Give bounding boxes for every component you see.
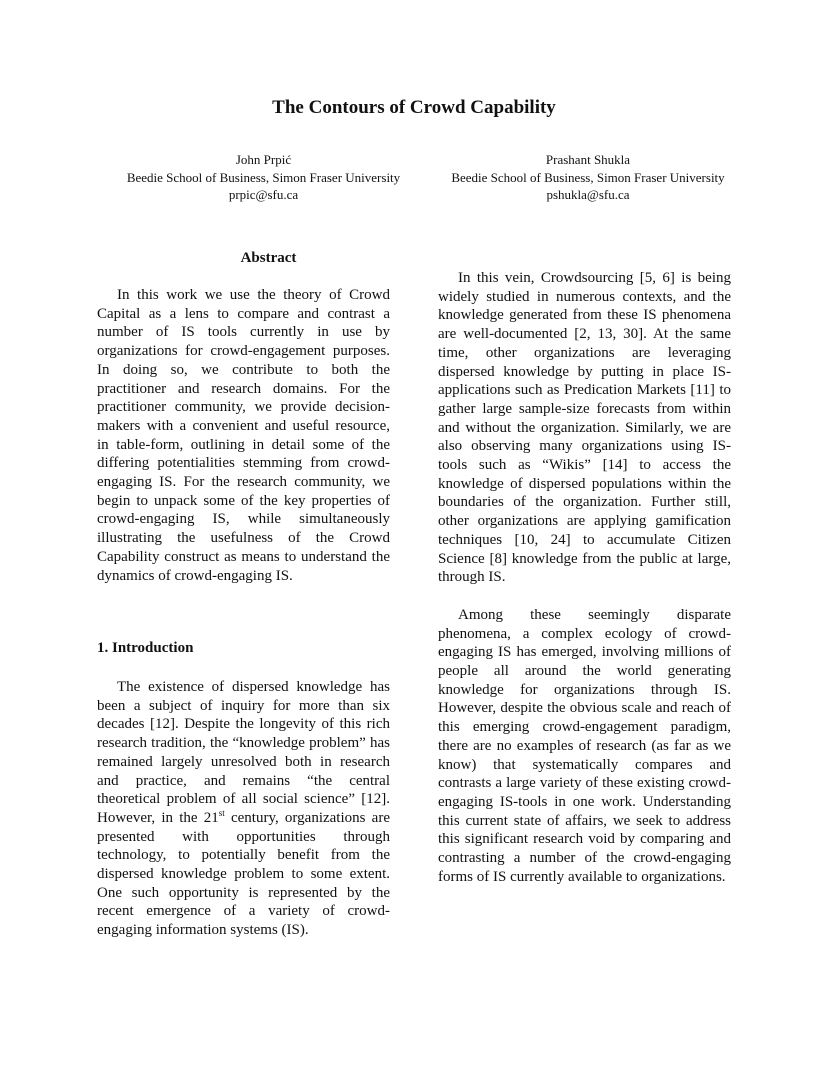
abstract-paragraph: In this work we use the theory of Crowd Capital as a lens to compare and contrast a number of IS tools currently in use by organizations for crowd-engagement purposes. In doing so, we contribute to both the practitioner and research domains. For the practitioner community, we provide decision-makers with a convenient and useful resource, in table-form, outlining in detail some of the differing potentialities stemming from crowd-engaging IS. For the research community, we begin to unpack some of the key properties of crowd-engaging IS, while simultaneously illustrating the usefulness of the Crowd Capability construct as means to understand the dynamics of crowd-engaging IS. (97, 287, 390, 584)
author-name: Prashant Shukla (545, 152, 631, 167)
abstract-section (97, 286, 390, 585)
author-email: pshukla@sfu.ca (546, 187, 630, 203)
intro-paragraph-1 (97, 678, 390, 940)
intro-paragraph-3: Among these seemingly disparate phenomena, a complex ecology of crowd-engaging IS has emerged, involving millions of people all around the world generating knowledge for organizations through IS. However, despite the obvious scale and reach of this emerging crowd-engagement paradigm, there are no examples of research (as far as we know) that systematically compares and contrasts a large variety of these existing crowd-engaging IS-tools in one work. Understanding this current state of affairs, we seek to address this significant research void by comparing and contrasting a number of the crowd-engaging forms of IS currently available to organizations. (438, 606, 731, 885)
introduction-column-left (97, 678, 390, 940)
author-block-2 (431, 151, 745, 204)
intro-p1-text-a: The existence of dispersed knowledge has been a subject of inquiry for more than six decades [12]. Despite the longevity of this rich research tradition, the “knowledge problem” has remained largely unresolved both in research and practice, and remains “the central theoretical problem of all social science” [12]. However, in the 21 (97, 679, 390, 826)
author-block-1 (97, 151, 430, 204)
intro-p1-text-b: century, organizations are presented with opportunities through technology, to potentially benefit from the dispersed knowledge problem to some extent. One such opportunity is represented by the recent emergence of a variety of crowd-engaging information systems (IS). (97, 809, 390, 939)
introduction-column-right (438, 269, 731, 887)
intro-paragraph-2: In this vein, Crowdsourcing [5, 6] is being widely studied in numerous contexts, and the knowledge generated from these IS phenomena are well-documented [2, 13, 30]. At the same time, other organizations are leveraging dispersed knowledge by putting in place IS-applications such as Predication Markets [11] to gather large sample-size forecasts from within and without the organization. Similarly, we are also observing many organizations using IS-tools such as “Wikis” [14] to access the knowledge of dispersed populations within the boundaries of the organization. Further still, other organizations are applying gamification techniques [10, 24] to accumulate Citizen Science [8] knowledge from the public at large, through IS. (438, 270, 731, 586)
paper-title: The Contours of Crowd Capability (272, 97, 556, 118)
author-email: prpic@sfu.ca (228, 187, 299, 203)
author-affiliation: Beedie School of Business, Simon Fraser University (126, 169, 401, 185)
abstract-heading: Abstract (240, 250, 297, 266)
author-affiliation: Beedie School of Business, Simon Fraser University (451, 169, 725, 185)
paragraph-gap (438, 587, 731, 606)
author-name: John Prpić (235, 152, 292, 167)
introduction-heading: 1. Introduction (97, 640, 194, 656)
superscript-st: st (218, 807, 225, 818)
